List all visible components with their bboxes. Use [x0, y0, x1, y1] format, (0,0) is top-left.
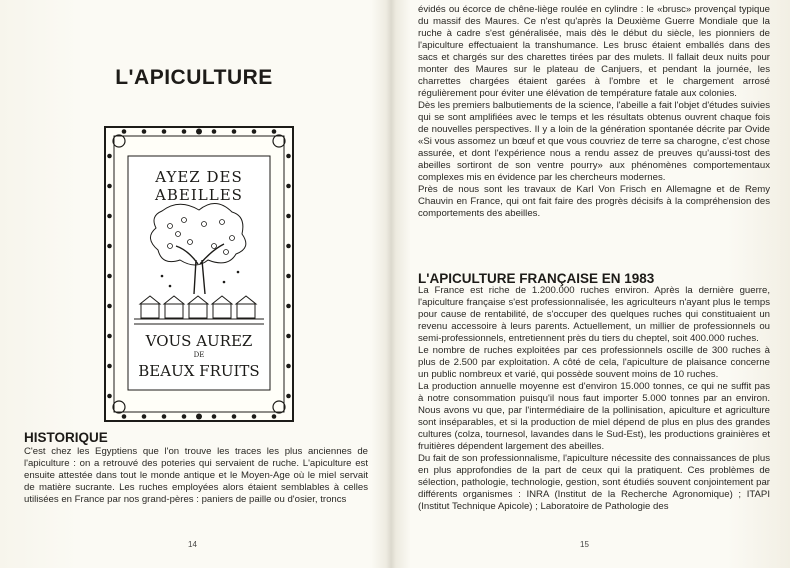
poster-bottom-line-2: DE: [193, 351, 205, 359]
section-heading-historique: HISTORIQUE: [24, 430, 108, 445]
section-heading-apiculture-1983: L'APICULTURE FRANÇAISE EN 1983: [418, 271, 655, 286]
poster-bottom-line-1: VOUS AUREZ: [145, 332, 253, 350]
left-page: [0, 0, 390, 568]
right-top-text: [418, 4, 770, 220]
paragraph-brusc: évidés ou écorce de chêne-liège roulée en cylindre : le «brusc» provençal typique du massif des Maures. Ce n'est qu'après la Deuxième Guerre Mondiale que la ruche à cadre s'est généralisée, mais dès le début du siècle, les pionniers de l'apiculture effectuaient la transhumance. Les brusc étaient emballés dans des sacs et chargés sur des charettes tirées par des mulets. Il fallait deux nuits pour monter des Maures sur le plateau de Canjuers, et pendant la journée, les charrettes chargées étaient garées à l'ombre et le chargement arrosé régulièrement pour éviter une élévation de température fatale aux colonies.: [418, 4, 770, 99]
left-paragraph: [24, 446, 368, 506]
right-page: [396, 0, 790, 568]
page-number-right: 15: [580, 540, 589, 549]
paragraph-exploitation: Le nombre de ruches exploitées par ces professionnels oscille de 300 ruches à plus de 2.500 par exploitation. A côté de cela, l'apiculture de plaisance concerne un public nombreux et varié, qui possède souvent moins de 10 ruches.: [418, 345, 770, 380]
poster-top-line-1: AYEZ DES: [155, 168, 243, 186]
paragraph-von-frisch: Près de nous sont les travaux de Karl Von Frisch en Allemagne et de Remy Chauvin en France, qui ont fait faire des progrès décisifs à la compréhension des comportements des abeilles.: [418, 184, 770, 219]
poster-bottom-line-3: BEAUX FRUITS: [138, 362, 260, 380]
paragraph-ruches: La France est riche de 1.200.000 ruches environ. Après la dernière guerre, l'apiculture française s'est professionnalisée, les agriculteurs n'ayant plus le temps pour cause de rentabilité, de s'occuper des quelques ruches qui constituaient un revenu accessoire à leurs parents. Actuellement, un millier de professionnels ou semi-professionnels, entretiennent près du tiers du cheptel, soit 400.000 ruches.: [418, 285, 770, 344]
poster-illustration: [104, 126, 294, 422]
page-number-left: 14: [188, 540, 197, 549]
paragraph-professionnalisme: Du fait de son professionnalisme, l'apiculture nécessite des connaissances de plus en plus approfondies de la part de ceux qui la pratiquent. Ces problèmes de sélection, pathologie, technologie, gestion, sont étudiés souvent conjointement par différents organismes : INRA (Institut de la Recherche Agronomique) ; ITAPI (Institut Technique Apicole) ; Laboratoire de Pathologie des: [418, 453, 770, 512]
page-title: L'APICULTURE: [115, 66, 273, 89]
paragraph-science: Dès les premiers balbutiements de la science, l'abeille a fait l'objet d'études suivies qui se sont amplifiées avec le temps et les résultats obtenus ouvrent chaque fois de nouvelles perspectives. Il y a loin de la génération spontanée décrite par Ovide «Si vous assomez un bœuf et que vous couvriez de terre sa charogne, c'est chose assurée, et dont l'expérience nous a rendu assez de preuves qu'aussi-tost des abeilles sortiront de son ventre pourry» aux phénomènes comportementaux complexes mis en évidence par les chercheurs modernes.: [418, 100, 770, 183]
poster-top-line-2: ABEILLES: [155, 186, 243, 204]
paragraph-historique: C'est chez les Egyptiens que l'on trouve les traces les plus anciennes de l'apiculture : on a retrouvé des poteries qui servaient de ruche. L'apiculture est ensuite attestée dans tout le monde antique et le Moyen-Age où le miel servait de matière sucrante. Les ruches employées alors étaient semblables à celles utilisées en France par nos grand-pères : paniers de paille ou d'osier, troncs: [24, 446, 368, 505]
right-bottom-text: [418, 285, 770, 513]
paragraph-production: La production annuelle moyenne est d'environ 15.000 tonnes, ce qui ne suffit pas à notre consommation puisqu'il nous faut importer 5.000 tonnes par an environ. Nous avons vu que, par l'intermédiaire de la pollinisation, apiculture et agriculture sont inséparables, et si la production de miel dépend de plus en plus des grandes cultures (colza, tournesol, lavandes dans le Sud-Est), les productions grainières et fruitières dépendent largement des abeilles.: [418, 381, 770, 452]
